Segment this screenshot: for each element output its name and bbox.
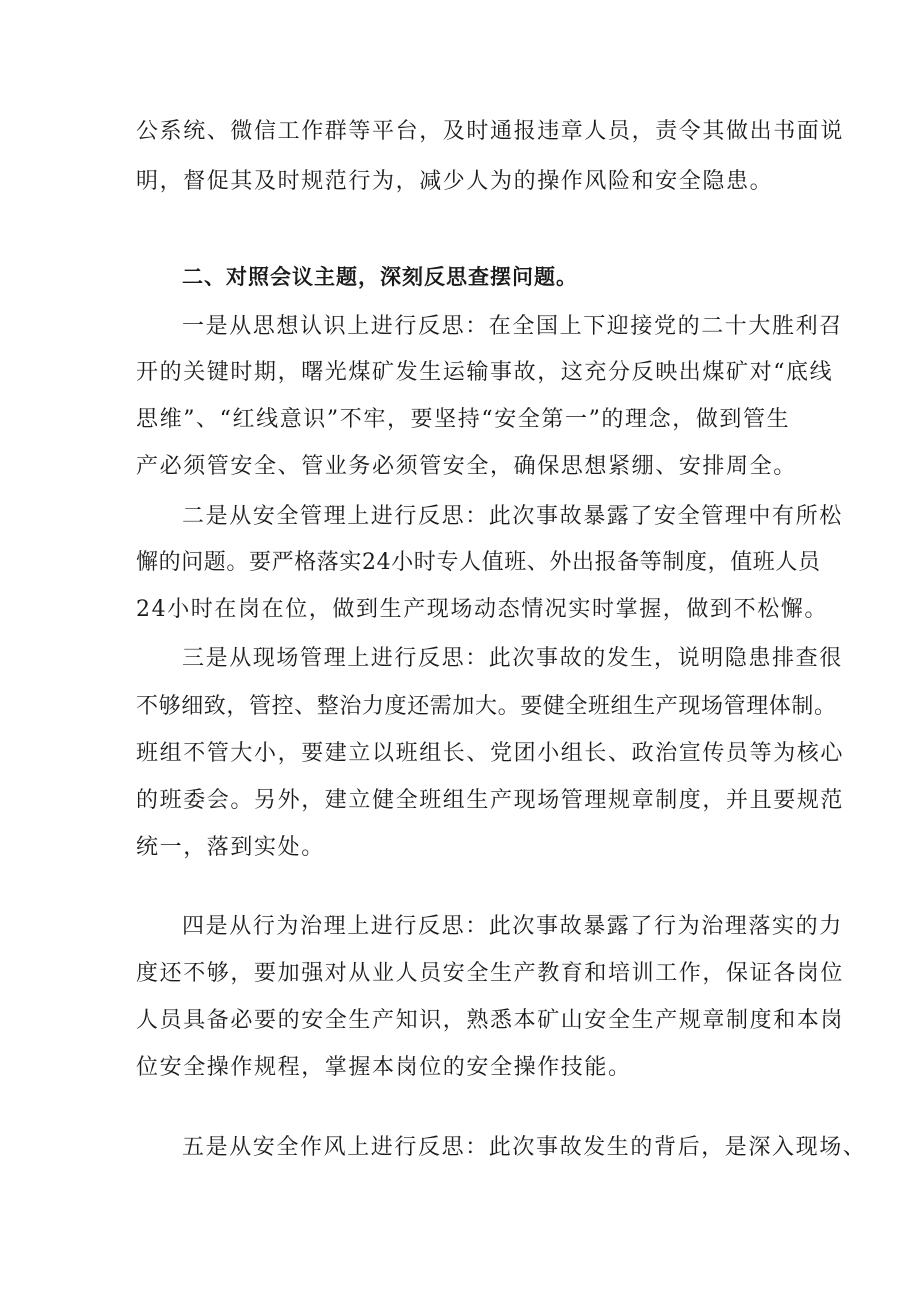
- paragraph-5-line-2: 度还不够，要加强对从业人员安全生产教育和培训工作，保证各岗位: [136, 961, 845, 986]
- section-heading: 二、对照会议主题，深刻反思查摆问题。: [182, 265, 578, 289]
- paragraph-3-line-3: 24小时在岗在位，做到生产现场动态情况实时掌握，做到不松懈。: [136, 597, 828, 622]
- paragraph-5-line-4: 位安全操作规程，掌握本岗位的安全操作技能。: [136, 1055, 632, 1080]
- paragraph-3-line-1: 二是从安全管理上进行反思：此次事故暴露了安全管理中有所松: [182, 504, 843, 529]
- paragraph-2-line-1: 一是从思想认识上进行反思：在全国上下迎接党的二十大胜利召: [182, 314, 843, 339]
- paragraph-3-line-2: 懈的问题。要严格落实24小时专人值班、外出报备等制度，值班人员: [136, 550, 821, 575]
- paragraph-4-line-1: 三是从现场管理上进行反思：此次事故的发生，说明隐患排查很: [182, 646, 843, 671]
- paragraph-2-line-2: 开的关键时期，曙光煤矿发生运输事故，这充分反映出煤矿对“底线: [136, 360, 834, 385]
- paragraph-1-line-2: 明，督促其及时规范行为，减少人为的操作风险和安全隐患。: [136, 169, 774, 194]
- paragraph-4-line-4: 的班委会。另外，建立健全班组生产现场管理规章制度，并且要规范: [136, 788, 845, 813]
- paragraph-5-line-1: 四是从行为治理上进行反思：此次事故暴露了行为治理落实的力: [182, 914, 843, 939]
- paragraph-2-line-3: 思维”、“红线意识”不牢，要坚持“安全第一”的理念，做到管生: [136, 407, 791, 432]
- paragraph-2-line-4: 产必须管安全、管业务必须管安全，确保思想紧绷、安排周全。: [136, 454, 797, 479]
- paragraph-5-line-3: 人员具备必要的安全生产知识，熟悉本矿山安全生产规章制度和本岗: [136, 1008, 845, 1033]
- paragraph-4-line-3: 班组不管大小，要建立以班组长、党团小组长、政治宣传员等为核心: [136, 741, 845, 766]
- paragraph-6-line-1: 五是从安全作风上进行反思：此次事故发生的背后，是深入现场、: [182, 1135, 867, 1160]
- paragraph-4-line-2: 不够细致，管控、整治力度还需加大。要健全班组生产现场管理体制。: [136, 694, 837, 719]
- paragraph-4-line-5: 统一，落到实处。: [136, 835, 325, 860]
- paragraph-1-line-1: 公系统、微信工作群等平台，及时通报违章人员，责令其做出书面说: [136, 119, 845, 144]
